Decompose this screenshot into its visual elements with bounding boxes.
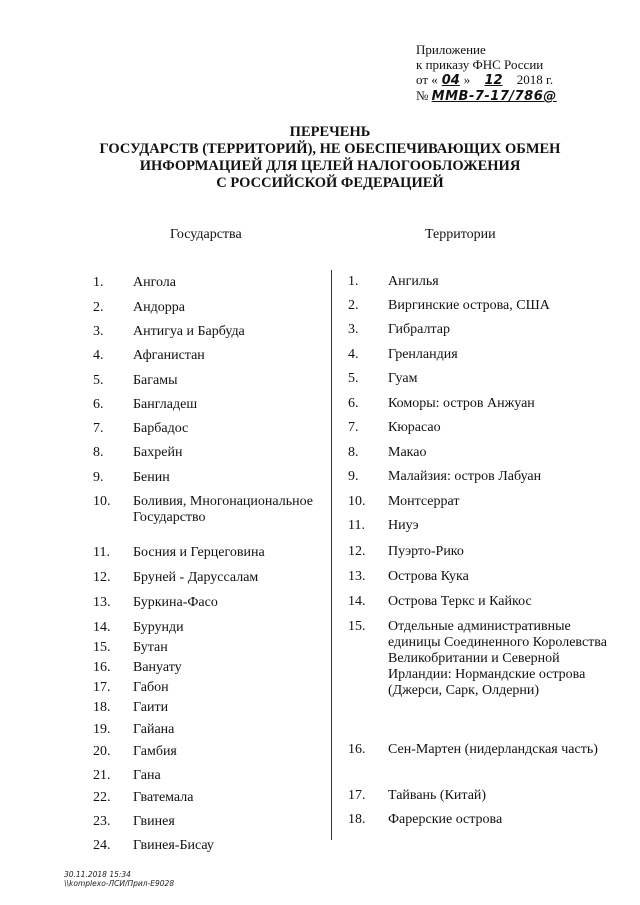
number-prefix: № — [416, 88, 429, 103]
date-month-handwritten: 12 — [484, 73, 503, 88]
state-item-number: 2. — [93, 300, 104, 315]
state-item-name: Гвинея-Бисау — [133, 838, 214, 853]
territory-item-name: Острова Теркс и Кайкос — [388, 594, 532, 609]
territory-item-name: Гренландия — [388, 347, 458, 362]
territory-item-name: Макао — [388, 445, 427, 460]
territory-item-name: Малайзия: остров Лабуан — [388, 469, 542, 484]
title-line-1: ПЕРЕЧЕНЬ — [289, 124, 371, 140]
state-item-number: 20. — [93, 744, 111, 759]
territory-item-number: 3. — [348, 322, 359, 337]
footer-stamp — [64, 870, 174, 888]
state-item-number: 13. — [93, 595, 111, 610]
territory-item-number: 18. — [348, 812, 366, 827]
state-item-name: Боливия, Многонациональное Государство — [133, 494, 313, 525]
territory-item-number: 9. — [348, 469, 359, 484]
state-item-name: Гватемала — [133, 790, 194, 805]
date-prefix: от « — [416, 72, 438, 87]
territory-item-name: Кюрасао — [388, 420, 441, 435]
state-item-number: 11. — [93, 545, 110, 560]
territory-item-number: 4. — [348, 347, 359, 362]
territory-item-number: 8. — [348, 445, 359, 460]
state-item-number: 9. — [93, 470, 104, 485]
state-item-number: 8. — [93, 445, 104, 460]
footer-path: \\komplexo-ЛСИ/Прил-E9028 — [64, 879, 175, 888]
state-item-name: Барбадос — [133, 421, 189, 436]
state-item-name: Габон — [133, 680, 169, 695]
territory-item-name: Отдельные административные единицы Соединенного Королевства Великобритании и Северной Ирландии: Нормандские острова (Джерси, Сарк, Олдерни) — [388, 619, 607, 698]
territory-item-name: Коморы: остров Анжуан — [388, 396, 535, 411]
territory-item-name: Острова Кука — [388, 569, 469, 584]
territory-item-number: 12. — [348, 544, 366, 559]
document-title — [60, 124, 600, 192]
state-item-number: 4. — [93, 348, 104, 363]
state-item-name: Босния и Герцеговина — [133, 545, 265, 560]
number-handwritten: ММВ-7-17/786@ — [431, 89, 557, 104]
territory-item-number: 13. — [348, 569, 366, 584]
title-line-4: С РОССИЙСКОЙ ФЕДЕРАЦИЕЙ — [216, 175, 444, 191]
territory-item-name: Ниуэ — [388, 518, 419, 533]
column-divider — [331, 270, 332, 840]
title-line-2: ГОСУДАРСТВ (ТЕРРИТОРИЙ), НЕ ОБЕСПЕЧИВАЮЩИХ ОБМЕН — [99, 141, 561, 157]
state-item-number: 24. — [93, 838, 111, 853]
appendix-block — [416, 42, 616, 104]
territory-item-number: 2. — [348, 298, 359, 313]
territory-item-name: Ангилья — [388, 274, 439, 289]
territory-item-number: 10. — [348, 494, 366, 509]
state-item-number: 14. — [93, 620, 111, 635]
date-mid: » — [463, 72, 471, 87]
territory-item-name: Фарерские острова — [388, 812, 503, 827]
appendix-label: Приложение — [416, 42, 486, 57]
territory-item-number: 1. — [348, 274, 359, 289]
territory-item-name: Гуам — [388, 371, 418, 386]
territories-column-header: Территории — [425, 227, 496, 242]
territory-item-number: 17. — [348, 788, 366, 803]
state-item-name: Гана — [133, 768, 161, 783]
territory-item-number: 5. — [348, 371, 359, 386]
state-item-name: Багамы — [133, 373, 178, 388]
state-item-name: Бенин — [133, 470, 170, 485]
state-item-name: Бахрейн — [133, 445, 183, 460]
state-item-name: Гайана — [133, 722, 175, 737]
state-item-name: Антигуа и Барбуда — [133, 324, 245, 339]
territory-item-number: 7. — [348, 420, 359, 435]
state-item-number: 16. — [93, 660, 111, 675]
appendix-order-ref: к приказу ФНС России — [416, 57, 544, 72]
territory-item-name: Гибралтар — [388, 322, 451, 337]
territory-item-number: 11. — [348, 518, 365, 533]
state-item-number: 12. — [93, 570, 111, 585]
state-item-number: 15. — [93, 640, 111, 655]
state-item-name: Бангладеш — [133, 397, 198, 412]
state-item-number: 19. — [93, 722, 111, 737]
territory-item-number: 16. — [348, 742, 366, 757]
state-item-number: 10. — [93, 494, 111, 509]
territory-item-name: Пуэрто-Рико — [388, 544, 464, 559]
territory-item-name: Тайвань (Китай) — [388, 788, 487, 803]
state-item-name: Андорра — [133, 300, 185, 315]
territory-item-name: Виргинские острова, США — [388, 298, 550, 313]
state-item-name: Бурунди — [133, 620, 184, 635]
state-item-number: 3. — [93, 324, 104, 339]
state-item-name: Бруней - Даруссалам — [133, 570, 259, 585]
territory-item-number: 6. — [348, 396, 359, 411]
state-item-number: 21. — [93, 768, 111, 783]
state-item-number: 7. — [93, 421, 104, 436]
state-item-number: 6. — [93, 397, 104, 412]
title-line-3: ИНФОРМАЦИЕЙ ДЛЯ ЦЕЛЕЙ НАЛОГООБЛОЖЕНИЯ — [139, 158, 521, 174]
territory-item-name: Сен-Мартен (нидерландская часть) — [388, 742, 598, 757]
state-item-name: Буркина-Фасо — [133, 595, 218, 610]
state-item-name: Вануату — [133, 660, 182, 675]
state-item-name: Афганистан — [133, 348, 205, 363]
state-item-name: Гаити — [133, 700, 169, 715]
state-item-name: Ангола — [133, 275, 177, 290]
states-column-header: Государства — [170, 227, 242, 242]
territory-item-number: 14. — [348, 594, 366, 609]
state-item-number: 23. — [93, 814, 111, 829]
state-item-name: Бутан — [133, 640, 168, 655]
state-item-name: Гамбия — [133, 744, 177, 759]
state-item-number: 17. — [93, 680, 111, 695]
footer-timestamp: 30.11.2018 15:34 — [64, 870, 131, 879]
territory-item-number: 15. — [348, 619, 366, 634]
state-item-number: 5. — [93, 373, 104, 388]
state-item-number: 1. — [93, 275, 104, 290]
appendix-number — [416, 88, 616, 104]
state-item-number: 22. — [93, 790, 111, 805]
appendix-date — [416, 72, 616, 88]
date-day-handwritten: 04 — [441, 73, 460, 88]
date-year: 2018 г. — [516, 72, 554, 87]
territory-item-name: Монтсеррат — [388, 494, 460, 509]
state-item-name: Гвинея — [133, 814, 175, 829]
state-item-number: 18. — [93, 700, 111, 715]
